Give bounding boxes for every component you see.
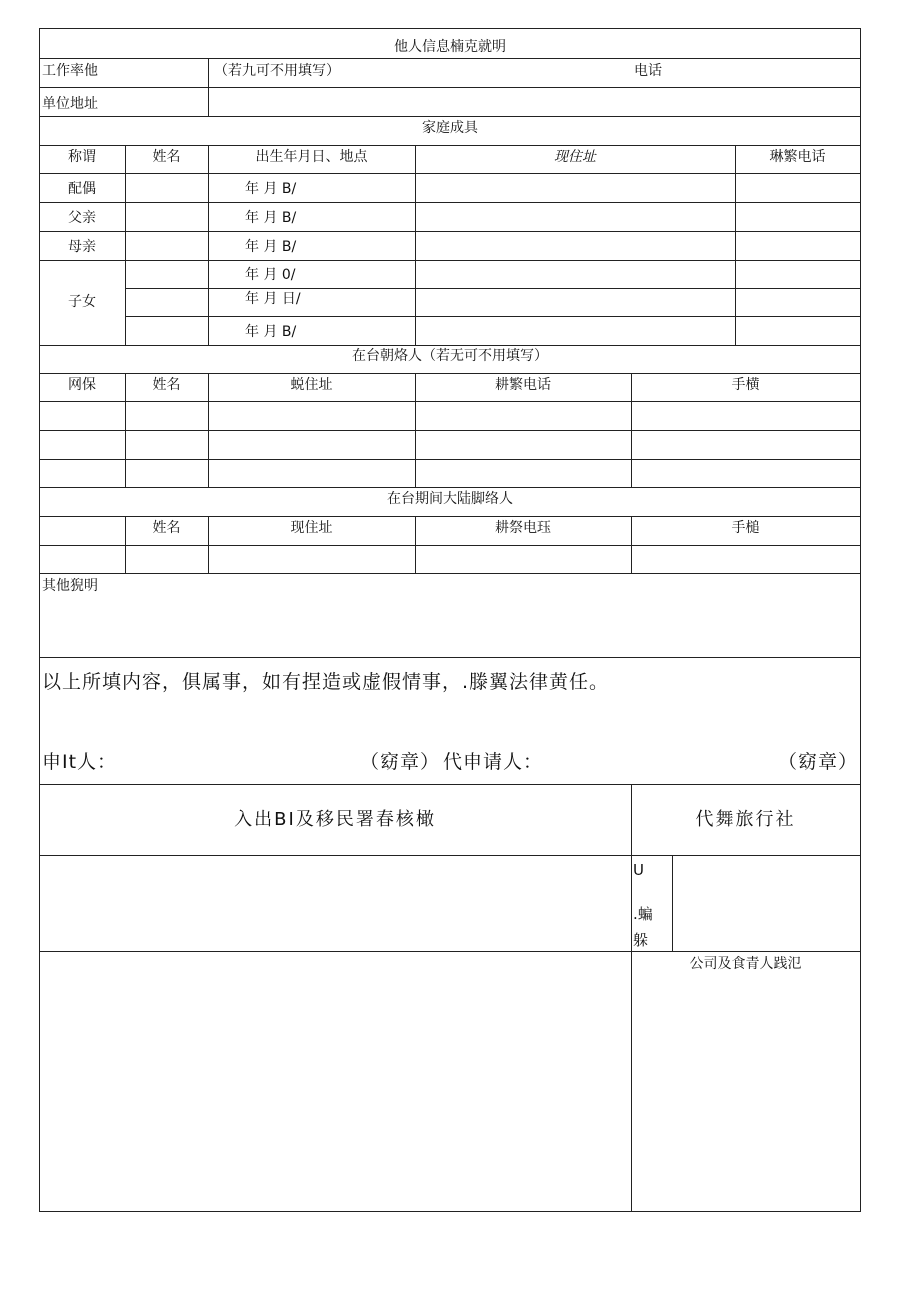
rule [631,784,632,1212]
rule [39,345,861,346]
unit-address-label: 单位地址 [42,96,98,112]
rule [39,202,861,203]
family-header-relation: 称谓 [68,149,96,165]
taiwan-header-mobile: 手横 [731,377,760,393]
declaration-statement: 以上所填内容，俱属事，如有捏造或虚假情事，.滕翼法律黄任。 [42,671,610,693]
relation-father: 父亲 [68,210,96,226]
applicant-seal: （窈章） [360,751,441,773]
birth-date-father: 年 月 B/ [245,210,297,226]
immigration-office-heading: 入出BI及移民署春核橄 [234,809,436,830]
rule [39,260,861,261]
rule [415,145,416,345]
side-mark-1: U [633,861,644,879]
family-header-birth: 出生年月日、地点 [255,149,368,165]
relation-mother: 母亲 [68,239,96,255]
rule [860,28,861,1212]
mainland-header-phone: 耕祭电珏 [495,520,551,536]
phone-label: 电话 [634,63,662,79]
rule [39,145,861,146]
rule [39,173,861,174]
work-unit-note: （若九可不用填写） [214,63,340,79]
rule [39,545,861,546]
rule [39,430,861,431]
rule [39,573,861,574]
rule [208,145,209,345]
taiwan-header-address: 蜕住址 [290,377,333,393]
mainland-header-mobile: 手槌 [731,520,760,536]
rule [39,855,861,856]
rule [39,58,861,59]
mainland-header-name: 姓名 [152,520,181,536]
side-mark-3: 躲 [633,931,649,949]
rule [208,58,209,116]
other-notes-label: 其他猊明 [42,578,98,594]
birth-date-child-1: 年 月 0/ [245,267,296,283]
agent-label: 代申请人： [443,751,544,773]
taiwan-contact-title: 在台朝烙人（若无可不用填写） [352,348,548,364]
rule [39,1211,861,1212]
taiwan-header-relation: 网保 [68,377,96,393]
side-mark-2: .蝙 [633,905,653,923]
taiwan-header-phone: 耕繁电话 [495,377,551,393]
family-title: 家庭成具 [422,120,478,136]
rule [39,87,861,88]
applicant-label: 申It人： [42,751,118,773]
rule [672,855,673,951]
rule [39,373,861,374]
rule [39,28,40,1212]
rule [125,145,126,345]
other-info-title: 他人信息楠克就明 [394,39,506,55]
rule [39,116,861,117]
company-responsible-label: 公司及食青人践氾 [689,956,802,972]
taiwan-header-name: 姓名 [152,377,181,393]
rule [125,288,861,289]
birth-date-spouse: 年 月 B/ [245,181,297,197]
rule [39,28,861,29]
rule [39,784,861,785]
relation-children: 子女 [68,294,96,310]
family-header-phone: 琳繁电话 [769,149,826,165]
mainland-contact-title: 在台期间大陆脚络人 [387,491,513,507]
relation-spouse: 配偶 [68,181,96,197]
birth-date-mother: 年 月 B/ [245,239,297,255]
birth-date-child-3: 年 月 B/ [245,324,297,340]
rule [39,951,861,952]
rule [39,231,861,232]
rule [39,516,861,517]
mainland-header-address: 现住址 [290,520,333,536]
work-unit-label: 工作率他 [42,63,98,79]
family-header-address: 现住址 [554,149,596,165]
rule [39,657,861,658]
family-header-name: 姓名 [152,149,181,165]
agent-seal: （窈章） [778,751,859,773]
rule [39,459,861,460]
birth-date-child-2: 年 月 日/ [245,291,301,307]
rule [125,316,861,317]
rule [735,145,736,345]
travel-agency-heading: 代舞旅行社 [695,809,796,830]
rule [39,401,861,402]
rule [39,487,861,488]
